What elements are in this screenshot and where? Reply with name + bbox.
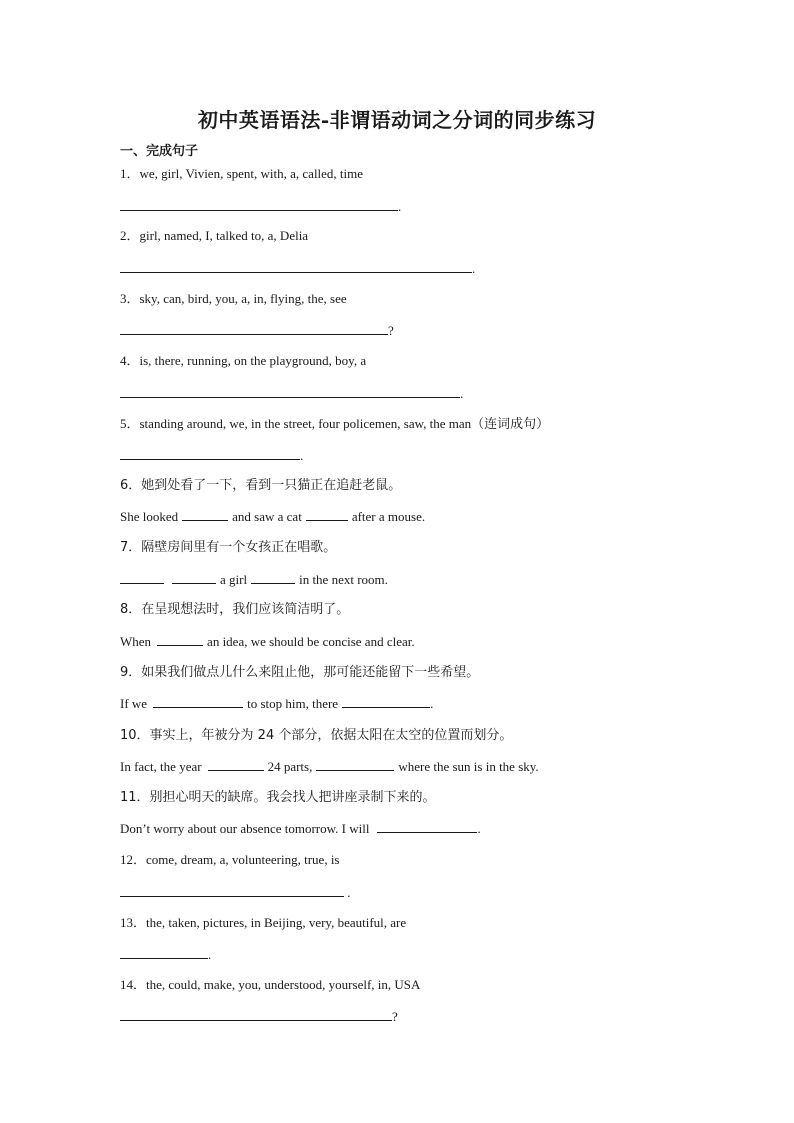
fill-text: an idea, we should be concise and clear.: [207, 634, 415, 649]
section-heading: 一、完成句子: [120, 144, 199, 159]
fill-text: in the next room.: [299, 572, 388, 587]
fill-blank[interactable]: [342, 695, 430, 708]
answer-line-1: [120, 198, 401, 216]
answer-blank[interactable]: [120, 198, 398, 211]
question-11: 11．别担心明天的缺席。我会找人把讲座录制下来的。: [120, 790, 436, 805]
answer-line-4: [120, 385, 463, 403]
answer-end-punct: .: [208, 947, 212, 962]
question-8: 8．在呈现想法时，我们应该简洁明了。: [120, 602, 350, 617]
fill-text: She looked: [120, 509, 179, 524]
question-5: 5．standing around, we, in the street, four policemen, saw, the man（连词成句）: [120, 416, 550, 431]
answer-line-2: [120, 260, 475, 278]
fill-text: a girl: [220, 572, 248, 587]
question-7: 7．隔壁房间里有一个女孩正在唱歌。: [120, 540, 337, 555]
fill-blank[interactable]: [153, 695, 243, 708]
question-13: 13．the, taken, pictures, in Beijing, very, beautiful, are: [120, 915, 407, 930]
answer-line-5: [120, 447, 303, 465]
answer-line-10: [120, 758, 539, 776]
answer-blank[interactable]: [120, 322, 388, 335]
fill-text: If we: [120, 696, 148, 711]
answer-blank[interactable]: [120, 447, 300, 460]
fill-text: and saw a cat: [232, 509, 302, 524]
answer-end-punct: .: [300, 448, 304, 463]
fill-blank[interactable]: [377, 820, 477, 833]
question-12: 12．come, dream, a, volunteering, true, is: [120, 852, 340, 867]
answer-line-6: [120, 508, 425, 526]
answer-blank[interactable]: [120, 260, 472, 273]
answer-line-12: [120, 884, 351, 902]
fill-blank[interactable]: [306, 508, 348, 521]
answer-blank[interactable]: [120, 884, 344, 897]
fill-blank[interactable]: [157, 633, 203, 646]
question-6: 6．她到处看了一下，看到一只猫正在追赶老鼠。: [120, 478, 402, 493]
fill-text: to stop him, there: [247, 696, 339, 711]
page-title: 初中英语语法-非谓语动词之分词的同步练习: [197, 108, 597, 132]
answer-line-9: [120, 695, 433, 713]
fill-blank[interactable]: [120, 571, 164, 584]
fill-text: When: [120, 634, 152, 649]
fill-text: 24 parts,: [267, 759, 313, 774]
question-4: 4．is, there, running, on the playground, boy, a: [120, 353, 367, 368]
question-1: 1．we, girl, Vivien, spent, with, a, called, time: [120, 166, 364, 181]
answer-blank[interactable]: [120, 946, 208, 959]
answer-line-14: [120, 1008, 398, 1026]
fill-text: Don’t worry about our absence tomorrow. I will: [120, 821, 370, 836]
question-2: 2．girl, named, I, talked to, a, Delia: [120, 228, 309, 243]
fill-text: .: [430, 696, 434, 711]
fill-blank[interactable]: [182, 508, 228, 521]
fill-text: where the sun is in the sky.: [398, 759, 539, 774]
answer-end-punct: .: [347, 885, 351, 900]
fill-blank[interactable]: [316, 758, 394, 771]
answer-end-punct: .: [460, 386, 464, 401]
question-3: 3．sky, can, bird, you, a, in, flying, the, see: [120, 291, 347, 306]
answer-line-3: [120, 322, 394, 340]
answer-end-punct: .: [472, 261, 476, 276]
fill-blank[interactable]: [172, 571, 216, 584]
answer-end-punct: ?: [392, 1009, 398, 1024]
answer-end-punct: ?: [388, 323, 394, 338]
answer-line-8: [120, 633, 415, 651]
answer-blank[interactable]: [120, 1008, 392, 1021]
answer-blank[interactable]: [120, 385, 460, 398]
question-10: 10．事实上，年被分为 24 个部分，依据太阳在太空的位置而划分。: [120, 728, 513, 743]
fill-blank[interactable]: [251, 571, 295, 584]
fill-text: after a mouse.: [351, 509, 426, 524]
answer-line-11: [120, 820, 481, 838]
fill-text: In fact, the year: [120, 759, 202, 774]
question-9: 9．如果我们做点儿什么来阻止他，那可能还能留下一些希望。: [120, 665, 480, 680]
fill-blank[interactable]: [208, 758, 264, 771]
answer-line-7: [120, 571, 388, 589]
answer-end-punct: .: [398, 199, 402, 214]
fill-text: .: [477, 821, 481, 836]
answer-line-13: [120, 946, 211, 964]
question-14: 14．the, could, make, you, understood, yourself, in, USA: [120, 977, 421, 992]
